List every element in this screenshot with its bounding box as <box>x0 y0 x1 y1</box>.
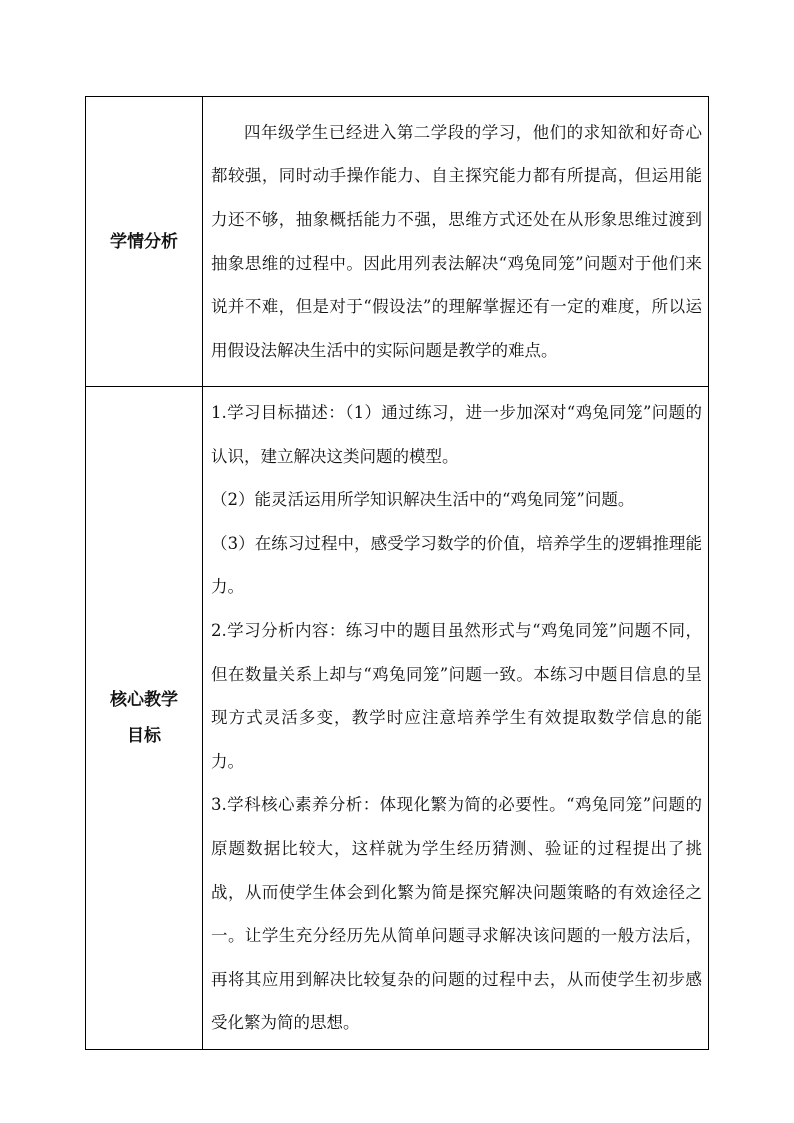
content-paragraph: 2.学习分析内容：练习中的题目虽然形式与“鸡兔同笼”问题不同，但在数量关系上却与“鸡兔同笼”问题一致。本练习中题目信息的呈现方式灵活多变，教学时应注意培养学生有效提取数学信息的能力。 <box>211 620 702 771</box>
content-paragraph: 1.学习目标描述：（1）通过练习，进一步加深对“鸡兔同笼”问题的认识，建立解决这类问题的模型。 <box>211 403 702 466</box>
table-row <box>86 97 709 387</box>
row-label-line: 学情分析 <box>110 231 178 252</box>
row-content-learner-analysis <box>203 97 709 387</box>
row-label-line: 目标 <box>127 725 161 746</box>
content-paragraph: 四年级学生已经进入第二学段的学习，他们的求知欲和好奇心都较强，同时动手操作能力、自主探究能力都有所提高，但运用能力还不够，抽象概括能力不强，思维方式还处在从形象思维过渡到抽象思维的过程中。因此用列表法解决“鸡兔同笼”问题对于他们来说并不难，但是对于“假设法”的理解掌握还有一定的难度，所以运用假设法解决生活中的实际问题是教学的难点。 <box>211 122 702 360</box>
row-label-line: 核心教学 <box>110 689 178 710</box>
content-paragraph: （3）在练习过程中，感受学习数学的价值，培养学生的逻辑推理能力。 <box>211 533 702 597</box>
row-label-learner-analysis <box>86 97 203 387</box>
content-paragraph: 3.学科核心素养分析：体现化繁为简的必要性。“鸡兔同笼”问题的原题数据比较大，这样就为学生经历猜测、验证的过程提出了挑战，从而使学生体会到化繁为简是探究解决问题策略的有效途径之一。让学生充分经历先从简单问题寻求解决该问题的一般方法后，再将其应用到解决比较复杂的问题的过程中去，从而使学生初步感受化繁为简的思想。 <box>211 795 702 1033</box>
row-content-core-objectives <box>203 387 709 1050</box>
row-label-core-objectives <box>86 387 203 1050</box>
lesson-plan-table <box>85 96 709 1050</box>
content-paragraph: （2）能灵活运用所学知识解决生活中的“鸡兔同笼”问题。 <box>211 490 635 510</box>
table-row <box>86 387 709 1050</box>
